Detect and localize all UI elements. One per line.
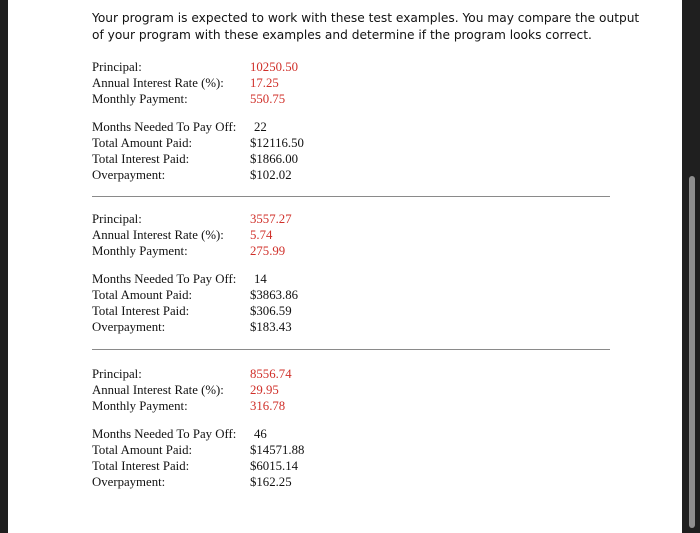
total-value: $12116.50 (250, 136, 304, 150)
interest-label: Total Interest Paid: (92, 459, 190, 473)
section-divider (92, 196, 610, 197)
overpayment-value: $162.25 (250, 475, 292, 489)
principal-value: 3557.27 (250, 212, 292, 226)
interest-value: $1866.00 (250, 152, 298, 166)
interest-label: Total Interest Paid: (92, 304, 190, 318)
overpayment-label: Overpayment: (92, 320, 166, 334)
months-label: Months Needed To Pay Off: (92, 427, 237, 441)
left-window-edge (0, 0, 8, 533)
interest-value: $6015.14 (250, 459, 298, 473)
payment-value: 275.99 (250, 244, 286, 258)
principal-label: Principal: (92, 367, 142, 381)
overpayment-value: $102.02 (250, 168, 292, 182)
rate-value: 17.25 (250, 76, 279, 90)
section-divider (92, 349, 610, 350)
rate-label: Annual Interest Rate (%): (92, 228, 224, 242)
overpayment-label: Overpayment: (92, 168, 166, 182)
rate-label: Annual Interest Rate (%): (92, 76, 224, 90)
total-label: Total Amount Paid: (92, 288, 193, 302)
rate-label: Annual Interest Rate (%): (92, 383, 224, 397)
rate-value: 29.95 (250, 383, 279, 397)
payment-value: 316.78 (250, 399, 286, 413)
rate-value: 5.74 (250, 228, 273, 242)
total-label: Total Amount Paid: (92, 136, 193, 150)
overpayment-value: $183.43 (250, 320, 292, 334)
interest-label: Total Interest Paid: (92, 152, 190, 166)
months-value: 22 (254, 120, 267, 134)
total-value: $14571.88 (250, 443, 305, 457)
months-value: 14 (254, 272, 267, 286)
overpayment-label: Overpayment: (92, 475, 166, 489)
principal-value: 8556.74 (250, 367, 292, 381)
payment-value: 550.75 (250, 92, 286, 106)
payment-label: Monthly Payment: (92, 399, 188, 413)
months-value: 46 (254, 427, 267, 441)
payment-label: Monthly Payment: (92, 92, 188, 106)
months-label: Months Needed To Pay Off: (92, 272, 237, 286)
principal-label: Principal: (92, 60, 142, 74)
right-scroll-track (682, 0, 700, 533)
months-label: Months Needed To Pay Off: (92, 120, 237, 134)
scrollbar-thumb[interactable] (689, 176, 695, 528)
intro-paragraph: Your program is expected to work with these test examples. You may compare the output of your program with these examples and determine if the program looks correct. (92, 11, 640, 42)
payment-label: Monthly Payment: (92, 244, 188, 258)
principal-value: 10250.50 (250, 60, 298, 74)
total-value: $3863.86 (250, 288, 298, 302)
total-label: Total Amount Paid: (92, 443, 193, 457)
principal-label: Principal: (92, 212, 142, 226)
interest-value: $306.59 (250, 304, 292, 318)
